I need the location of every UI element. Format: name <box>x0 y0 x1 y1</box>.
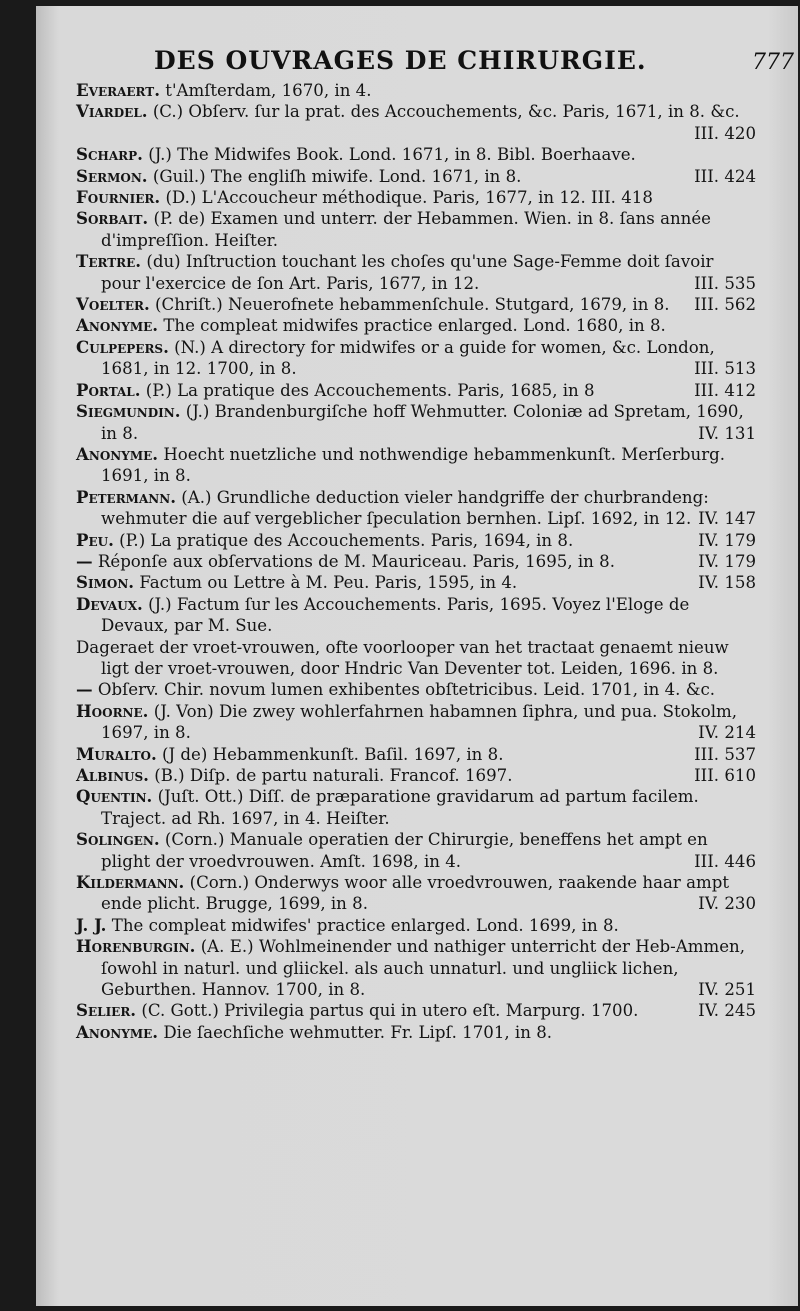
entry-author: — <box>76 679 93 700</box>
entry-text: (Guil.) The engliſh miwife. Lond. 1671, in 8. <box>152 166 522 186</box>
entry-text: (C.) Obſerv. ſur la prat. des Accouchements, &c. Paris, 1671, in 8. &c. <box>152 102 740 122</box>
bibliography-entry <box>76 80 756 101</box>
entry-text: (P.) La pratique des Accouchements. Paris, 1685, in 8 <box>145 380 595 400</box>
entry-author: Sermon. <box>76 165 148 186</box>
entry-text: t'Amſterdam, 1670, in 4. <box>165 81 372 100</box>
bibliography-entry <box>76 1022 756 1043</box>
entry-author: Muralto. <box>76 743 157 764</box>
bibliography-entry <box>76 829 756 872</box>
entry-text: The compleat midwifes practice enlarged. Lond. 1680, in 8. <box>163 316 666 336</box>
bibliography-entry <box>76 166 756 187</box>
entry-text: (B.) Diſp. de partu naturali. Francof. 1697. <box>154 766 513 785</box>
entry-text: (A.) Grundliche deduction vieler handgriffe der churbrandeng: wehmuter die auf vergeblicher ſpeculation bernhen. Lipſ. 1692, in 12. <box>101 487 709 529</box>
bibliography-entry <box>76 337 756 380</box>
bibliography-entry <box>76 487 756 530</box>
entry-author: Sorbait. <box>76 208 149 229</box>
entry-author: Voelter. <box>76 294 150 315</box>
entry-reference: III. 513 <box>694 359 756 379</box>
entry-reference: III. 535 <box>694 273 756 293</box>
entry-text: Factum ou Lettre à M. Peu. Paris, 1595, in 4. <box>139 573 518 593</box>
bibliography-entry <box>76 208 756 251</box>
entry-text: (du) Inſtruction touchant les choſes qu'une Sage-Femme doit ſavoir pour l'exercice de ſon Art. Paris, 1677, in 12. <box>101 252 714 293</box>
entry-reference: III. 424 <box>694 166 756 186</box>
entry-author: Hoorne. <box>76 700 149 721</box>
entry-text: Réponſe aux obſervations de M. Mauriceau. Paris, 1695, in 8. <box>97 551 615 571</box>
bibliography-entry <box>76 294 756 315</box>
bibliography-entry <box>76 744 756 765</box>
entry-text: Obſerv. Chir. novum lumen exhibentes obſtetricibus. Leid. 1701, in 4. &c. <box>97 680 716 700</box>
entry-author: Viardel. <box>76 101 148 122</box>
entry-text: (Corn.) Manuale operatien der Chirurgie, beneffens het ampt en plight der vroedvrouwen. Amſt. 1698, in 4. <box>101 830 708 871</box>
running-title: DES OUVRAGES DE CHIRURGIE. <box>154 46 647 75</box>
bibliography-list <box>76 80 756 1043</box>
entry-author: Petermann. <box>76 486 176 507</box>
bibliography-entry <box>76 637 756 680</box>
entry-text: (Corn.) Onderwys woor alle vroedvrouwen, raakende haar ampt ende plicht. Brugge, 1699, in 8. <box>101 873 730 914</box>
entry-text: (J.) The Midwifes Book. Lond. 1671, in 8. Bibl. Boerhaave. <box>148 145 636 165</box>
entry-author: Tertre. <box>76 251 142 272</box>
entry-text: (J de) Hebammenkunſt. Baſil. 1697, in 8. <box>162 744 504 764</box>
entry-reference: IV. 245 <box>698 1001 756 1021</box>
bibliography-entry <box>76 572 756 593</box>
entry-text: Hoecht nuetzliche und nothwendige hebammenkunſt. Merſerburg. 1691, in 8. <box>101 444 726 486</box>
entry-reference: IV. 131 <box>698 423 756 443</box>
bibliography-entry <box>76 101 756 144</box>
entry-author: J. J. <box>76 914 107 935</box>
entry-text: (A. E.) Wohlmeinender und nathiger unterricht der Heb-Ammen, ſowohl in naturl. und gliickel. als auch unnaturl. und ungliick lichen, Geburthen. Hannov. 1700, in 8. <box>101 937 745 1000</box>
entry-author: Solingen. <box>76 829 160 850</box>
entry-text: (N.) A directory for midwifes or a guide for women, &c. London, 1681, in 12. 1700, in 8. <box>101 337 715 379</box>
bibliography-entry <box>76 187 756 208</box>
entry-author: Anonyme. <box>76 443 159 464</box>
entry-reference: III. 562 <box>694 295 756 315</box>
entry-reference: III. 412 <box>694 380 756 400</box>
entry-reference: IV. 179 <box>698 530 756 550</box>
entry-author: Horenburgin. <box>76 936 196 957</box>
entry-text: (J.) Brandenburgiſche hoff Wehmutter. Coloniæ ad Spretam, 1690, in 8. <box>101 402 744 443</box>
entry-author: Anonyme. <box>76 315 159 336</box>
entry-author: Anonyme. <box>76 1021 159 1042</box>
entry-text: (C. Gott.) Privilegia partus qui in utero eſt. Marpurg. 1700. <box>141 1001 639 1021</box>
entry-text: Dageraet der vroet-vrouwen, ofte voorlooper van het tractaat genaemt nieuw ligt der vroet-vrouwen, door Hndric Van Deventer tot. Leiden, 1696. in 8. <box>76 637 729 678</box>
entry-author: — <box>76 550 93 571</box>
entry-author: Portal. <box>76 379 141 400</box>
entry-text: (Juſt. Ott.) Diſſ. de præparatione gravidarum ad partum facilem. Traject. ad Rh. 1697, in 4. Heiſter. <box>101 787 699 828</box>
bibliography-entry <box>76 315 756 336</box>
entry-author: Peu. <box>76 529 114 550</box>
page-number: 777 <box>752 50 794 75</box>
entry-author: Kildermann. <box>76 872 185 893</box>
bibliography-entry <box>76 380 756 401</box>
entry-text: (D.) L'Accoucheur méthodique. Paris, 1677, in 12. III. 418 <box>165 188 653 208</box>
entry-reference: III. 446 <box>694 851 756 871</box>
entry-reference: III. 537 <box>694 744 756 764</box>
entry-author: Scharp. <box>76 144 143 165</box>
entry-reference: IV. 147 <box>698 509 756 529</box>
entry-reference: IV. 179 <box>698 551 756 571</box>
entry-author: Devaux. <box>76 593 143 614</box>
entry-author: Albinus. <box>76 765 149 785</box>
bibliography-entry <box>76 144 756 165</box>
entry-reference: IV. 230 <box>698 894 756 914</box>
bibliography-entry <box>76 936 756 1000</box>
entry-author: Everaert. <box>76 80 161 100</box>
bibliography-entry <box>76 786 756 829</box>
bibliography-entry <box>76 872 756 915</box>
entry-author: Siegmundin. <box>76 401 181 422</box>
entry-author: Culpepers. <box>76 336 169 357</box>
bibliography-entry <box>76 444 756 487</box>
bibliography-entry <box>76 594 756 637</box>
bibliography-entry <box>76 915 756 936</box>
bibliography-entry <box>76 401 756 444</box>
entry-text: (P. de) Examen und unterr. der Hebammen. Wien. in 8. ſans année d'impreſſion. Heiſter. <box>101 209 711 250</box>
bibliography-entry <box>76 530 756 551</box>
entry-reference: IV. 251 <box>698 980 756 1000</box>
entry-text: (P.) La pratique des Accouchements. Paris, 1694, in 8. <box>119 530 574 550</box>
entry-text: (Chriſt.) Neuerofnete hebammenſchule. Stutgard, 1679, in 8. <box>155 295 670 315</box>
entry-text: The compleat midwifes' practice enlarged. Lond. 1699, in 8. <box>111 915 619 935</box>
entry-reference: III. 420 <box>694 123 756 143</box>
entry-author: Selier. <box>76 1000 137 1021</box>
bibliography-entry <box>76 1000 756 1021</box>
entry-text: (J.) Factum ſur les Accouchements. Paris, 1695. Voyez l'Eloge de Devaux, par M. Sue. <box>101 594 690 636</box>
entry-reference: III. 610 <box>694 766 756 785</box>
entry-reference: IV. 158 <box>698 573 756 593</box>
entry-text: Die ſaechſiche wehmutter. Fr. Lipſ. 1701, in 8. <box>163 1022 553 1042</box>
entry-reference: IV. 214 <box>698 723 756 743</box>
bibliography-entry <box>76 765 756 786</box>
bibliography-entry <box>76 701 756 744</box>
entry-author: Fournier. <box>76 187 161 208</box>
entry-author: Quentin. <box>76 786 153 807</box>
bibliography-entry <box>76 551 756 572</box>
entry-text: (J. Von) Die zwey wohlerfahrnen habamnen ſiphra, und pua. Stokolm, 1697, in 8. <box>101 701 738 743</box>
entry-author: Simon. <box>76 572 135 593</box>
bibliography-entry <box>76 679 756 700</box>
bibliography-entry <box>76 251 756 294</box>
